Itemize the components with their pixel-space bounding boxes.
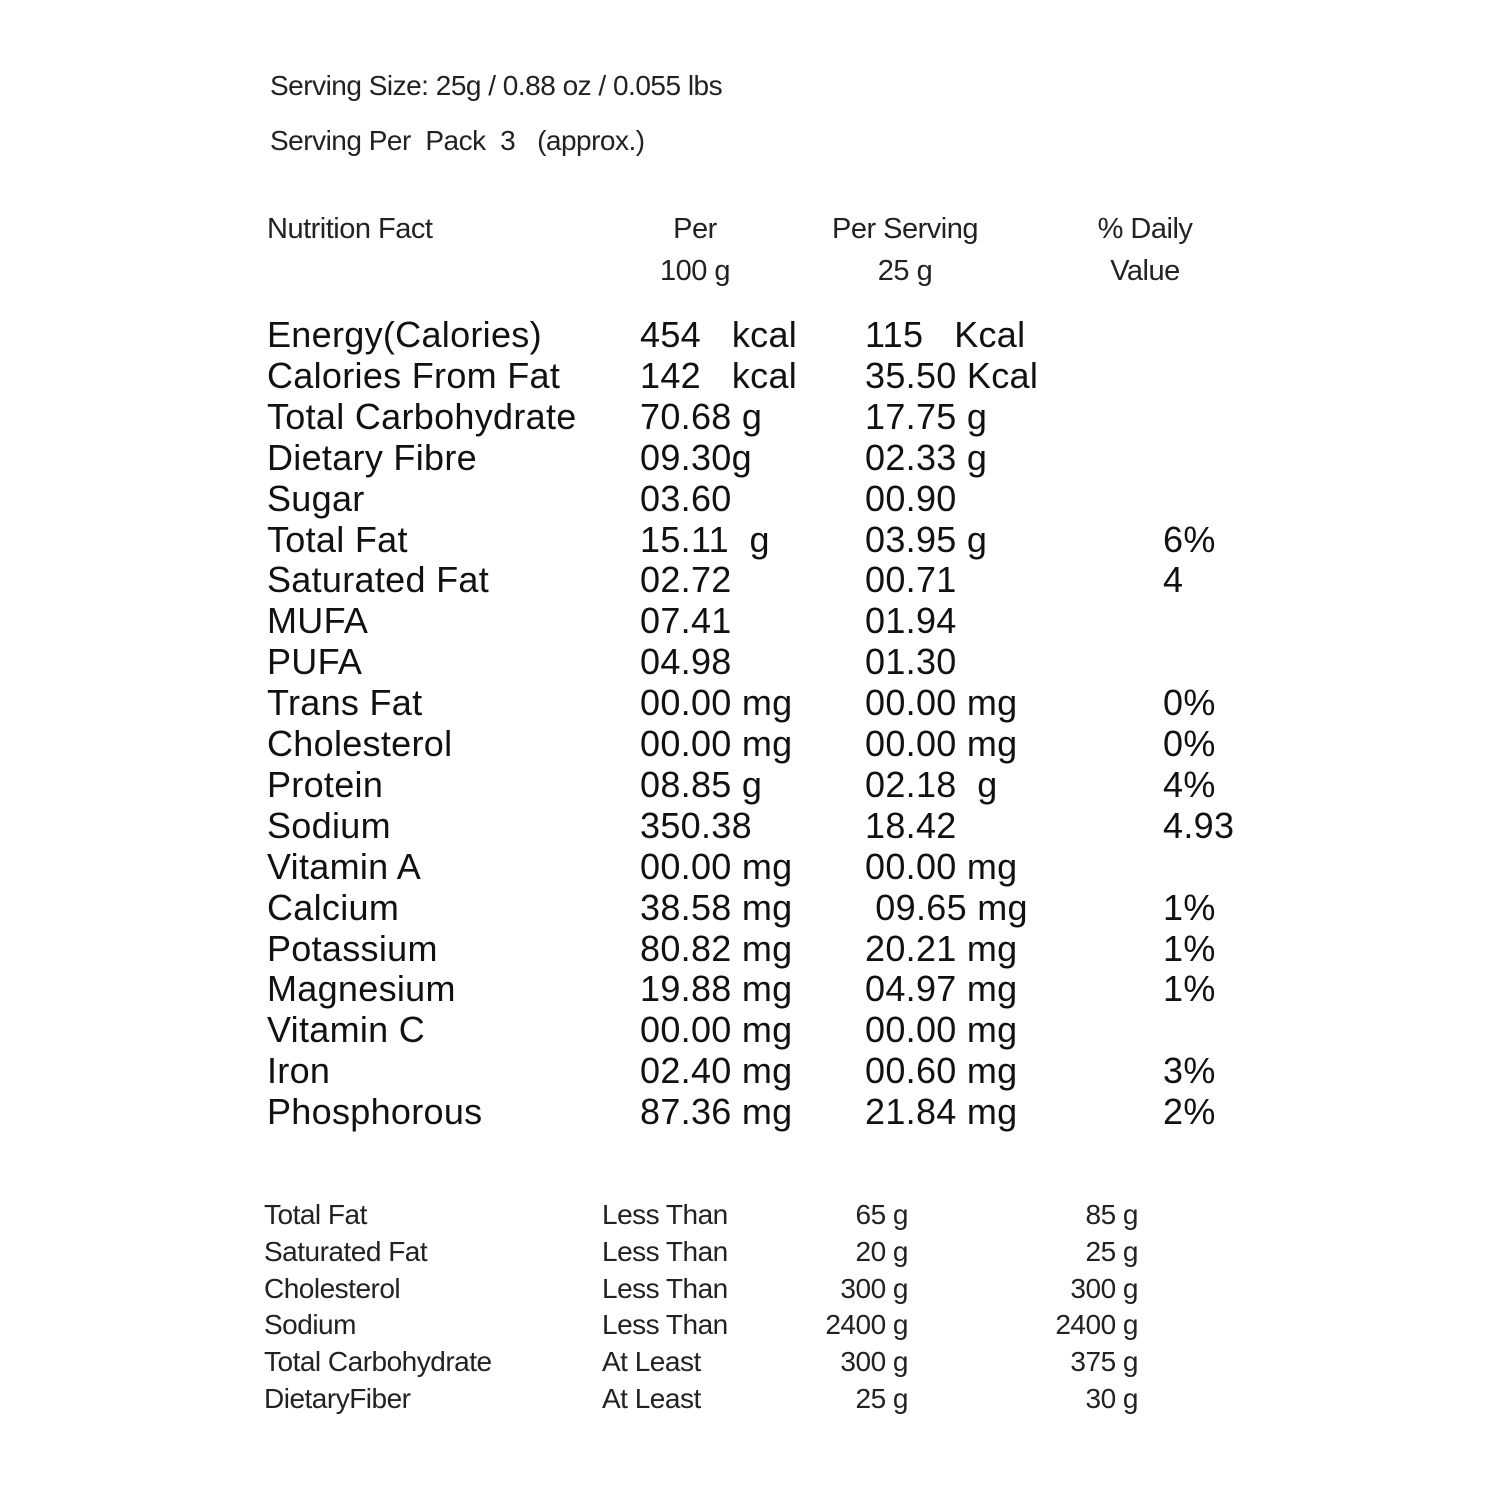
reference-qualifier: Less Than (602, 1235, 728, 1267)
reference-nutrient-name: Total Fat (264, 1199, 367, 1230)
header-dv-line2: Value (1110, 255, 1180, 287)
daily-value-percent: 1% (1163, 927, 1216, 969)
per-100g-value: 70.68 g (640, 395, 763, 437)
per-100g-value: 19.88 mg (640, 968, 793, 1010)
per-serving-value: 20.21 mg (865, 927, 1018, 969)
per-serving-value: 00.00 mg (865, 682, 1018, 724)
table-row (0, 1050, 1500, 1091)
table-row (0, 928, 1500, 969)
reference-qualifier: Less Than (602, 1309, 728, 1341)
nutrient-name: Sugar (267, 477, 365, 519)
servings-per-pack: Serving Per Pack 3 (approx.) (270, 125, 645, 156)
per-serving-value: 00.00 mg (865, 845, 1018, 887)
daily-value-percent: 3% (1163, 1050, 1216, 1092)
table-row (0, 1380, 1500, 1417)
per-100g-value: 04.98 (640, 641, 732, 683)
per-100g-value: 142 kcal (640, 354, 798, 396)
reference-qualifier: Less Than (602, 1199, 728, 1230)
table-row (0, 396, 1500, 437)
daily-value-percent: 0% (1163, 723, 1216, 764)
serving-size: Serving Size: 25g / 0.88 oz / 0.055 lbs (270, 70, 723, 101)
reference-value-1: 25 g (855, 1383, 908, 1414)
header-serving-line2: 25 g (877, 255, 933, 287)
table-row (0, 600, 1500, 641)
nutrient-name: Trans Fat (267, 682, 423, 724)
daily-value-percent: 1% (1163, 968, 1216, 1010)
reference-value-2: 375 g (1070, 1346, 1138, 1378)
nutrient-name: Saturated Fat (267, 559, 490, 601)
nutrient-name: Total Carbohydrate (267, 395, 577, 437)
reference-value-1: 65 g (855, 1199, 908, 1230)
table-row (0, 723, 1500, 764)
per-serving-value: 02.18 g (865, 763, 998, 805)
table-row (0, 1343, 1500, 1380)
nutrient-name: Calcium (267, 886, 400, 928)
nutrient-name: Energy(Calories) (267, 314, 542, 355)
per-100g-value: 00.00 mg (640, 1009, 793, 1051)
table-row (0, 764, 1500, 805)
reference-nutrient-name: Cholesterol (264, 1272, 401, 1304)
table-row (0, 968, 1500, 1009)
table-row (0, 887, 1500, 928)
per-serving-value: 00.90 (865, 477, 957, 519)
per-100g-value: 02.72 (640, 559, 732, 601)
per-100g-value: 00.00 mg (640, 723, 793, 764)
per-100g-value: 03.60 (640, 477, 732, 519)
reference-value-2: 85 g (1085, 1199, 1138, 1230)
per-100g-value: 00.00 mg (640, 682, 793, 724)
per-serving-value: 00.71 (865, 559, 957, 601)
per-100g-value: 09.30g (640, 436, 752, 478)
table-row (0, 1009, 1500, 1050)
reference-qualifier: At Least (602, 1346, 701, 1378)
table-row (0, 846, 1500, 887)
table-row (0, 1233, 1500, 1270)
reference-nutrient-name: Saturated Fat (264, 1235, 428, 1267)
nutrient-name: Vitamin A (267, 845, 422, 887)
reference-nutrient-name: Sodium (264, 1309, 356, 1341)
per-100g-value: 02.40 mg (640, 1050, 793, 1092)
reference-qualifier: Less Than (602, 1272, 728, 1304)
daily-value-percent: 4.93 (1163, 804, 1235, 846)
table-row (0, 1306, 1500, 1343)
per-serving-value: 00.00 mg (865, 1009, 1018, 1051)
reference-value-2: 2400 g (1055, 1309, 1138, 1341)
nutrient-name: Calories From Fat (267, 354, 561, 396)
daily-value-percent: 0% (1163, 682, 1216, 724)
daily-value-percent: 1% (1163, 886, 1216, 928)
per-serving-value: 00.00 mg (865, 723, 1018, 764)
nutrient-name: Sodium (267, 804, 391, 846)
per-100g-value: 80.82 mg (640, 927, 793, 969)
table-row (0, 1091, 1500, 1132)
reference-value-2: 30 g (1085, 1383, 1138, 1414)
table-row (0, 641, 1500, 682)
table-row (0, 355, 1500, 396)
nutrient-name: Magnesium (267, 968, 456, 1010)
per-serving-value: 18.42 (865, 804, 957, 846)
reference-nutrient-name: Total Carbohydrate (264, 1346, 492, 1378)
reference-nutrient-name: DietaryFiber (264, 1383, 411, 1414)
table-row (0, 437, 1500, 478)
table-row (0, 519, 1500, 560)
header-per100-line2: 100 g (659, 255, 731, 287)
per-serving-value: 00.60 mg (865, 1050, 1018, 1092)
reference-value-1: 300 g (840, 1346, 908, 1378)
nutrient-name: PUFA (267, 641, 363, 683)
nutrient-name: Iron (267, 1050, 331, 1092)
reference-value-2: 300 g (1070, 1272, 1138, 1304)
table-row (0, 682, 1500, 723)
header-serving-line1: Per Serving (831, 213, 978, 245)
header-nutrient: Nutrition Fact (267, 213, 433, 245)
daily-value-percent: 2% (1163, 1091, 1216, 1133)
per-serving-value: 03.95 g (865, 518, 988, 560)
per-100g-value: 350.38 (640, 804, 752, 846)
reference-qualifier: At Least (602, 1383, 701, 1414)
per-serving-value: 01.94 (865, 600, 957, 642)
nutrient-name: Dietary Fibre (267, 436, 477, 478)
nutrient-name: Protein (267, 763, 384, 805)
per-serving-value: 21.84 mg (865, 1091, 1018, 1133)
reference-value-1: 2400 g (825, 1309, 908, 1341)
nutrient-name: MUFA (267, 600, 369, 642)
per-100g-value: 08.85 g (640, 763, 763, 805)
table-row (0, 478, 1500, 519)
reference-value-1: 20 g (855, 1235, 908, 1267)
per-100g-value: 38.58 mg (640, 886, 793, 928)
nutrient-name: Total Fat (267, 518, 408, 560)
nutrient-name: Phosphorous (267, 1091, 483, 1133)
nutrient-name: Potassium (267, 927, 438, 969)
per-100g-value: 454 kcal (640, 314, 798, 355)
table-row (0, 1196, 1500, 1233)
nutrient-name: Vitamin C (267, 1009, 426, 1051)
daily-value-percent: 4 (1163, 559, 1184, 601)
per-serving-value: 01.30 (865, 641, 957, 683)
per-100g-value: 07.41 (640, 600, 732, 642)
reference-value-1: 300 g (840, 1272, 908, 1304)
per-100g-value: 00.00 mg (640, 845, 793, 887)
per-serving-value: 04.97 mg (865, 968, 1018, 1010)
nutrient-name: Cholesterol (267, 723, 453, 764)
per-serving-value: 02.33 g (865, 436, 988, 478)
daily-value-percent: 4% (1163, 763, 1216, 805)
table-row (0, 314, 1500, 355)
per-serving-value: 17.75 g (865, 395, 988, 437)
table-row (0, 1270, 1500, 1307)
per-serving-value: 09.65 mg (865, 886, 1028, 928)
table-row (0, 559, 1500, 600)
header-dv-line1: % Daily (1097, 213, 1193, 245)
reference-value-2: 25 g (1085, 1235, 1138, 1267)
table-row (0, 805, 1500, 846)
daily-value-percent: 6% (1163, 518, 1216, 560)
header-per100-line1: Per (673, 213, 717, 245)
per-serving-value: 35.50 Kcal (865, 354, 1039, 396)
per-100g-value: 15.11 g (640, 518, 770, 560)
per-100g-value: 87.36 mg (640, 1091, 793, 1133)
per-serving-value: 115 Kcal (865, 314, 1026, 355)
